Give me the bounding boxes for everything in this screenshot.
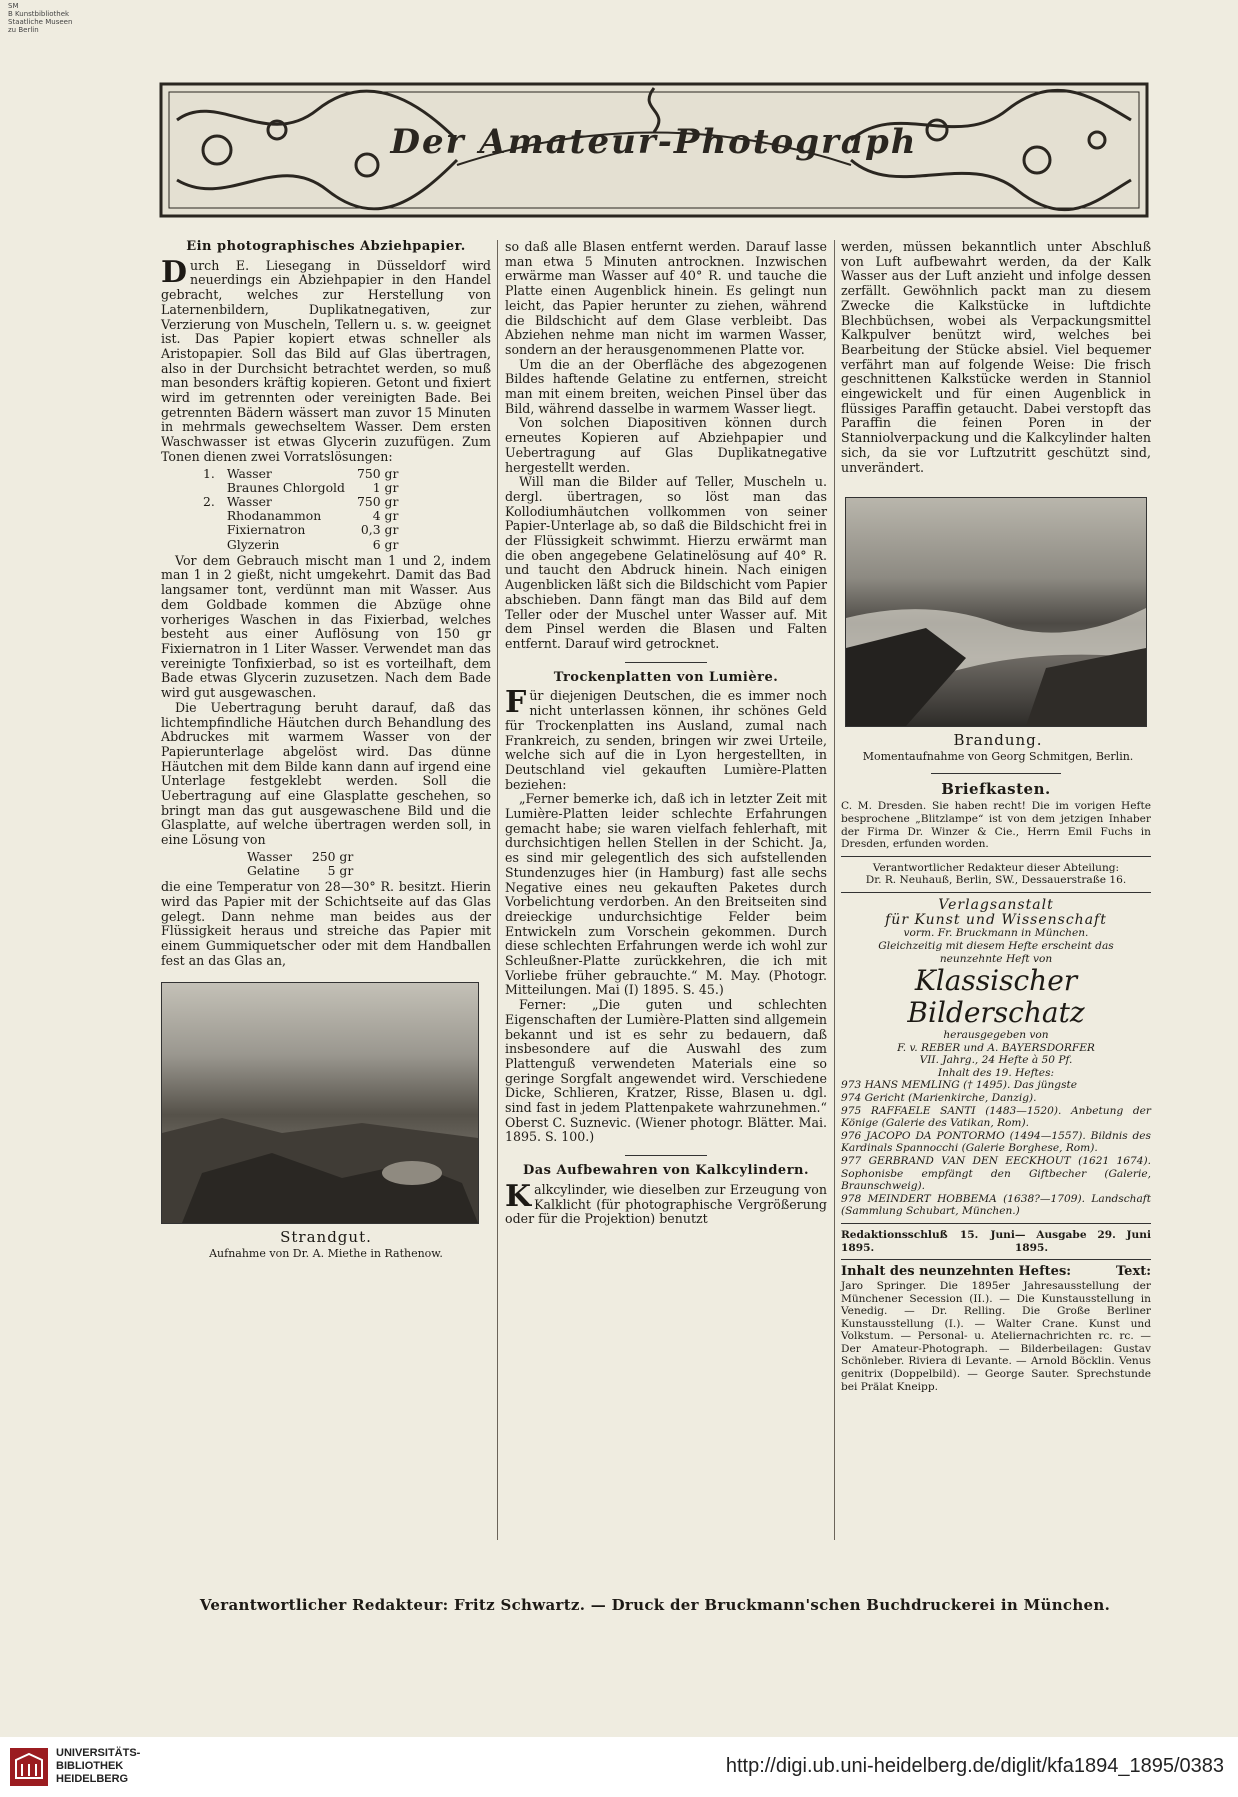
figure-caption: Momentaufnahme von Georg Schmitgen, Berlin.: [862, 749, 1134, 763]
paragraph: [505, 1178, 827, 1227]
recipe-number: 1.: [203, 465, 215, 481]
recipe-quantity: 250 gr: [311, 848, 354, 864]
column-rule: [497, 240, 498, 1540]
ad-item: 976 JACOPO DA PONTORMO (1494—1557). Bildnis des Kardinals Spannocchi (Galerie Borghese, Rom).: [841, 1129, 1151, 1155]
recipe-number: [197, 481, 221, 495]
article-title: Trockenplatten von Lumière.: [553, 669, 779, 685]
redakteur-line: Verantwortlicher Redakteur dieser Abteilung:: [872, 861, 1120, 874]
recipe-ingredient: Fixiernatron: [226, 522, 306, 538]
recipe-quantity: 750 gr: [356, 493, 399, 509]
recipe-number: [197, 509, 221, 523]
schluss-date: Redaktionsschluß 15. Juni 1895.: [841, 1229, 1015, 1254]
paragraph: Die Uebertragung beruht darauf, daß das lichtempfindliche Häutchen durch Behandlung des Abdruckes mit warmem Wasser von der Papierunterlage abgelöst wird. Das dünne Häutchen mit dem Bilde kann dann auf irgend eine Unterlage festgeklebt werden. Soll die Uebertragung auf eine Glasplatte geschehen, so bringt man das gut ausgewaschene Bild und die Glasplatte, auf welche übertragen werden soll, in eine Lösung von: [161, 699, 491, 848]
ad-item: 977 GERBRAND VAN DEN EECKHOUT (1621 1674). Sophonisbe empfängt den Giftbecher (Galerie, Braunschweig).: [841, 1155, 1151, 1193]
rocks-image: [162, 983, 478, 1223]
ad-publisher: Verlagsanstalt: [938, 896, 1054, 913]
paragraph: [161, 254, 491, 465]
paragraph-text: alkcylinder, wie dieselben zur Erzeugung von Kalklicht (für photographische Vergrößerung oder für die Projektion) benutzt: [505, 1181, 827, 1227]
paragraph: Will man die Bilder auf Teller, Muscheln u. dergl. übertragen, so löst man das Kollodiumhäutchen vollkommen von seiner Papier-Unterlage ab, so daß die Bildschicht frei in der Flüssigkeit schwimmt. Hierzu erwärmt man die oben angegebene Gelatinelösung auf 40° R. und taucht den Abdruck hinein. Nach einigen Augenblicken läßt sich die Bildschicht vom Papier abschieben. Dann fängt man das Bild auf dem Teller oder der Muschel unter Wasser auf. Mit dem Pinsel werden die Blasen und Falten entfernt. Darauf wird getrocknet.: [505, 474, 827, 651]
page-footer: Verantwortlicher Redakteur: Fritz Schwartz. — Druck der Bruckmann'schen Buchdruckerei in München.: [199, 1596, 1111, 1614]
newspaper-page: [155, 80, 1155, 1614]
recipe-quantity: 1 gr: [372, 479, 399, 495]
ad-item: 974 Gericht (Marienkirche, Danzig).: [841, 1092, 1037, 1105]
ad-title: Klassischer Bilderschatz: [907, 964, 1085, 1030]
paragraph-text: urch E. Liesegang in Düsseldorf wird neuerdings ein Abziehpapier in den Handel gebracht, welches zur Herstellung von Laternenbildern, Duplikatnegativen, zur Verzierung von Muscheln, Tellern u. s. w. geeignet ist. Das Papier kopiert etwas schneller als Aristopapier. Soll das Bild auf Glas übertragen, also in der Durchsicht betrachtet werden, so muß man besonders kräftig kopieren. Getont und fixiert wird im getrennten oder vereinigten Bade. Bei getrennten Bädern wässert man zuvor 15 Minuten in mehrmals gewechseltem Wasser. Dem ersten Waschwasser ist etwas Glycerin zuzufügen. Zum Tonen dienen zwei Vorratslösungen:: [161, 257, 491, 464]
divider: [841, 892, 1151, 893]
paragraph: Von solchen Diapositiven können durch erneutes Kopieren auf Abziehpapier und Uebertragung auf Glas Duplikatnegative hergestellt werden.: [505, 415, 827, 475]
redaktionsschluss: [841, 1229, 1151, 1254]
ad-item: 973 HANS MEMLING († 1495). Das jüngste: [841, 1079, 1078, 1092]
stamp-line: Staatliche Museen: [8, 18, 73, 26]
library-name-line: UNIVERSITÄTS-: [56, 1747, 141, 1759]
paragraph: „Ferner bemerke ich, daß ich in letzter Zeit mit Lumière-Platten leider schlechte Erfahrungen gemacht habe; sie waren vielfach fehlerhaft, mit durchsichtigen hellen Stellen in der Schicht. Ja, es sind mir gelegentlich des sich aufstellenden Stundenzuges hier (in Hamburg) fast alle sechs Negative eines neu gekauften Paketes durch Vorbelichtung verdorben. An den Breitseiten sind dreieckige undurchsichtige Felder beim Entwickeln zum Vorschein gekommen. Durch diese schlechten Erfahrungen werde ich wohl zur Schleußner-Platte zurückkehren, die ich mit Vorliebe früher gebrauchte.“ M. May. (Photogr. Mitteilungen. Mai (I) 1895. S. 45.): [505, 791, 827, 998]
article-title: Ein photographisches Abziehpapier.: [186, 239, 466, 254]
ad-items-list: [841, 1079, 1151, 1218]
recipe-quantity: 4 gr: [372, 508, 399, 524]
inhalt-title: Inhalt des neunzehnten Heftes:: [841, 1264, 1072, 1280]
divider: [841, 1259, 1151, 1260]
ausgabe-date: — Ausgabe 29. Juni 1895.: [1014, 1229, 1151, 1254]
recipe-row: [241, 850, 359, 864]
stamp-line: SM: [8, 2, 19, 10]
figure-title: Strandgut.: [280, 1228, 372, 1247]
recipe-ingredient: Wasser: [226, 493, 272, 509]
recipe-row: [197, 523, 404, 537]
drop-cap: D: [161, 254, 188, 290]
ad-line: Gleichzeitig mit diesem Hefte erscheint das: [878, 939, 1114, 952]
paragraph: Ferner: „Die guten und schlechten Eigenschaften der Lumière-Platten sind allgemein bekannt und ist es sehr zu bedauern, daß insbesondere auf die Auswahl des zum Plattenguß verwendeten Materials eine so geringe Sorgfalt angewendet wird. Verschiedene Dicke, Schlieren, Kratzer, Risse, Blasen u. dgl. sind fast in jedem Plattenpakete wahrzunehmen.“ Oberst C. Suznevic. (Wiener photogr. Blätter. Mai. 1895. S. 100.): [505, 997, 827, 1145]
paragraph: [505, 685, 827, 792]
article-title: Das Aufbewahren von Kalkcylindern.: [522, 1163, 810, 1179]
divider: [625, 1155, 707, 1156]
paragraph: so daß alle Blasen entfernt werden. Darauf lasse man etwa 5 Minuten antrocknen. Inzwischen erwärme man Wasser auf 40° R. und tauche die Platte einen Augenblick hinein. Es gelingt nun leicht, das Papier herunter zu ziehen, während die Bildschicht auf dem Glase verbleibt. Das Abziehen nehme man nicht im warmen Wasser, sondern an der herausgenommenen Platte vor.: [505, 239, 827, 357]
ad-item: 975 RAFFAELE SANTI (1483—1520). Anbetung der Könige (Galerie des Vatikan, Rom).: [841, 1104, 1151, 1130]
recipe-row: [197, 538, 404, 552]
ad-line: vorm. Fr. Bruckmann in München.: [903, 927, 1089, 940]
recipe-quantity: 750 gr: [356, 465, 399, 481]
recipe-table: [197, 467, 404, 552]
library-logo-icon: [10, 1748, 48, 1786]
recipe-quantity: 6 gr: [372, 536, 399, 552]
recipe-number: [197, 538, 221, 552]
ad-line: Inhalt des 19. Heftes:: [937, 1066, 1055, 1079]
figure-caption: Aufnahme von Dr. A. Miethe in Rathenow.: [209, 1247, 443, 1261]
recipe-ingredient: Rhodanammon: [226, 508, 322, 524]
recipe-ingredient: Gelatine: [247, 863, 300, 879]
recipe-ingredient: Braunes Chlorgold: [226, 479, 345, 495]
source-url[interactable]: http://digi.ub.uni-heidelberg.de/diglit/kfa1894_1895/0383: [725, 1755, 1224, 1777]
ad-line: F. v. REBER und A. BAYERSDORFER: [897, 1041, 1095, 1054]
paragraph: Vor dem Gebrauch mischt man 1 und 2, indem man 1 in 2 gießt, nicht umgekehrt. Damit das Bad langsamer tont, verdünnt man mit Wasser. Aus dem Goldbade kommen die Abzüge ohne vorheriges Waschen in das Fixierbad, welches besteht aus einer Auflösung von 150 gr Fixiernatron in 1 Liter Wasser. Verwendet man das vereinigte Tonfixierbad, so ist es vorteilhaft, dem Bade etwas Glycerin zuzusetzen. Nach dem Bade wird gut ausgewaschen.: [161, 552, 491, 701]
redakteur-line: Dr. R. Neuhauß, Berlin, SW., Dessauerstraße 16.: [865, 874, 1127, 887]
library-name: [56, 1747, 140, 1786]
recipe-ingredient: Wasser: [247, 848, 293, 864]
library-stamp: [8, 2, 72, 34]
recipe-number: 2.: [203, 493, 215, 509]
figure-strandgut: [161, 982, 491, 1261]
recipe-row: [197, 481, 404, 495]
recipe-row: [241, 864, 359, 878]
photo-surf: [845, 497, 1147, 727]
recipe-quantity: 5 gr: [327, 863, 354, 879]
divider: [625, 662, 707, 663]
recipe-row: [197, 509, 404, 523]
column-1: [161, 240, 491, 1262]
figure-brandung: [845, 497, 1151, 764]
ad-line: herausgegeben von: [943, 1029, 1049, 1042]
inhalt-text: Jaro Springer. Die 1895er Jahresausstellung der Münchener Secession (II.). — Die Kunstausstellung in Venedig. — Dr. Relling. Die Große Berliner Kunstausstellung (I.). — Walter Crane. Kunst und Volkstum. — Personal- u. Ateliernachrichten rc. rc. — Der Amateur-Photograph. — Bilderbeilagen: Gustav Schönleber. Riviera di Levante. — Arnold Böcklin. Venus genitrix (Doppelbild). — George Sauter. Sprechstunde bei Prälat Kneipp.: [841, 1279, 1151, 1393]
recipe-table: [241, 850, 359, 878]
recipe-quantity: 0,3 gr: [360, 522, 399, 538]
library-name-line: HEIDELBERG: [56, 1773, 129, 1785]
photo-shore: [161, 982, 479, 1224]
library-name-line: BIBLIOTHEK: [56, 1760, 124, 1772]
recipe-row: [197, 467, 404, 481]
ad-line: neunzehnte Heft von: [939, 952, 1053, 965]
drop-cap: F: [505, 685, 527, 721]
column-rule: [834, 240, 835, 1540]
recipe-number: [197, 523, 221, 537]
university-logo[interactable]: [10, 1747, 140, 1786]
drop-cap: K: [505, 1178, 532, 1214]
figure-title: Brandung.: [953, 731, 1043, 750]
paragraph: die eine Temperatur von 28—30° R. besitzt. Hierin wird das Papier mit der Schichtseite auf das Glas gelegt. Dann nehme man beides aus der Flüssigkeit heraus und streiche das Papier mit einem Gummiquetscher oder mit dem Handballen fest an das Glas an,: [161, 879, 491, 968]
paragraph: Um die an der Oberfläche des abgezogenen Bildes haftende Gelatine zu entfernen, streicht man mit einem breiten, weichen Pinsel über das Bild, während dasselbe in warmem Wasser liegt.: [505, 356, 827, 416]
column-3: [841, 240, 1151, 1393]
briefkasten-text: C. M. Dresden. Sie haben recht! Die im vorigen Hefte besprochene „Blitzlampe“ ist von dem jetzigen Inhaber der Firma Dr. Winzer & Cie., Herrn Emil Fuchs in Dresden, erfunden worden.: [841, 800, 1151, 851]
paragraph-text: ür diejenigen Deutschen, die es immer noch nicht unterlassen können, ihr schönes Geld für Trockenplatten ins Ausland, zumal nach Frankreich, zu senden, bringen wir zwei Urteile, welche sich auf die in Lyon hergestellten, in Deutschland viel gekauften Lumière-Platten beziehen:: [505, 688, 827, 792]
masthead-title: Der Amateur-Photograph: [390, 122, 918, 162]
divider: [841, 856, 1151, 857]
recipe-ingredient: Wasser: [226, 465, 272, 481]
ad-item: 978 MEINDERT HOBBEMA (1638?—1709). Landschaft (Sammlung Schubart, München.): [841, 1192, 1151, 1218]
ad-line: VII. Jahrg., 24 Hefte à 50 Pf.: [919, 1054, 1073, 1067]
briefkasten-title: Briefkasten.: [941, 779, 1051, 798]
library-bar: [0, 1737, 1238, 1797]
recipe-ingredient: Glyzerin: [226, 536, 280, 552]
divider: [841, 1223, 1151, 1224]
column-2: [505, 240, 827, 1227]
paragraph: werden, müssen bekanntlich unter Abschluß von Luft aufbewahrt werden, da der Kalk Wasser aus der Luft anzieht und infolge dessen zerfällt. Gewöhnlich packt man zu diesem Zwecke die Kalkstücke in luftdichte Blechbüchsen, wobei als Verpackungsmittel Kalkpulver benützt wird, welches bei Bearbeitung der Stücke absiel. Viel bequemer verfährt man auf folgende Weise: Die frisch geschnittenen Kalkstücke werden in Stanniol eingewickelt und für einen Augenblick in flüssiges Paraffin getaucht. Dabei verstopft das Paraffin die feinen Poren in der Stanniolverpackung und die Kalkcylinder halten sich, da sie vor Luftzutritt geschützt sind, unverändert.: [841, 239, 1151, 475]
recipe-row: [197, 495, 404, 509]
surf-image: [846, 498, 1146, 726]
masthead: [157, 80, 1151, 220]
stamp-line: zu Berlin: [8, 26, 39, 34]
stamp-line: B Kunstbibliothek: [8, 10, 70, 18]
divider: [931, 773, 1061, 774]
inhalt-heading: [841, 1265, 1151, 1280]
inhalt-label: Text:: [1115, 1264, 1151, 1280]
ad-publisher: für Kunst und Wissenschaft: [885, 911, 1107, 928]
